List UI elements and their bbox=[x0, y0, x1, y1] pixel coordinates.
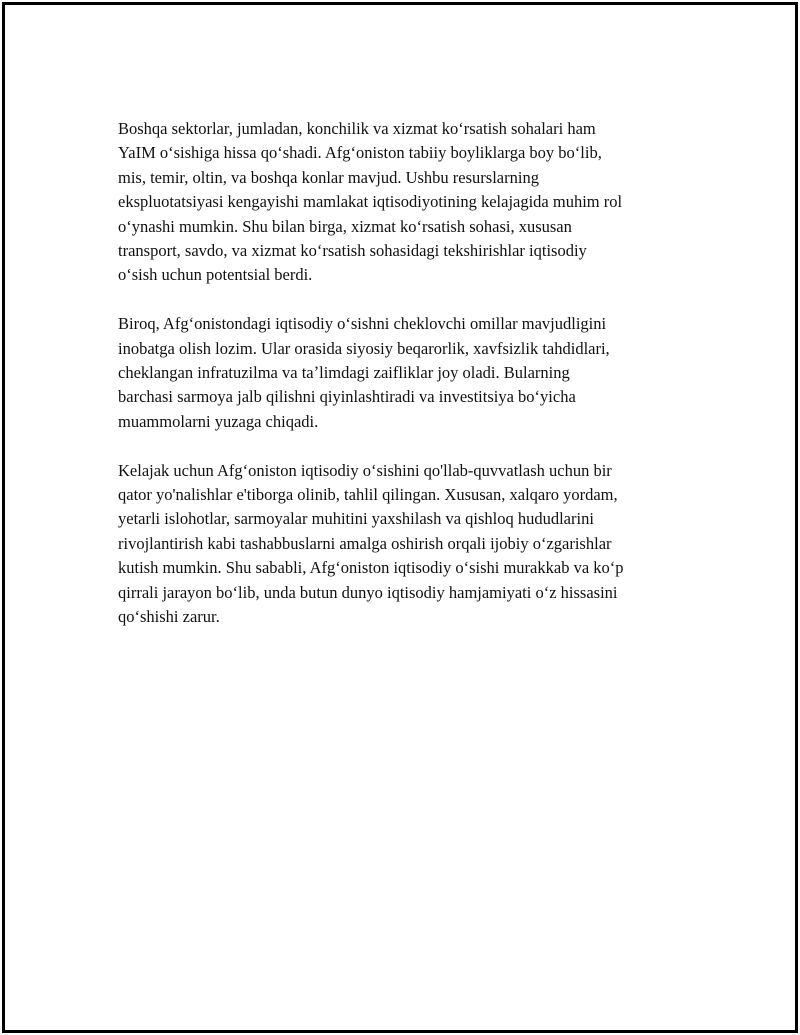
text-line: qator yo'nalishlar e'tiborga olinib, tahlil qilingan. Xususan, xalqaro yordam, bbox=[118, 485, 618, 505]
text-line: muammolarni yuzaga chiqadi. bbox=[118, 411, 319, 431]
text-line: transport, savdo, va xizmat koʻrsatish sohasidagi tekshirishlar iqtisodiy bbox=[118, 241, 587, 261]
text-line: barchasi sarmoya jalb qilishni qiyinlashtiradi va investitsiya boʻyicha bbox=[118, 387, 576, 407]
text-line: oʻsish uchun potentsial berdi. bbox=[118, 265, 313, 285]
text-line: Boshqa sektorlar, jumladan, konchilik va xizmat koʻrsatish sohalari ham bbox=[118, 119, 596, 138]
text-line: kutish mumkin. Shu sababli, Afgʻoniston iqtisodiy oʻsishi murakkab va koʻp bbox=[118, 558, 624, 578]
text-line: inobatga olish lozim. Ular orasida siyosiy beqarorlik, xavfsizlik tahdidlari, bbox=[118, 338, 610, 358]
text-line: rivojlantirish kabi tashabbuslarni amalga oshirish orqali ijobiy oʻzgarishlar bbox=[118, 533, 612, 553]
paragraph-1 bbox=[118, 117, 698, 288]
text-line: oʻynashi mumkin. Shu bilan birga, xizmat koʻrsatish sohasi, xususan bbox=[118, 216, 572, 236]
text-line: cheklangan infratuzilma va taʼlimdagi zaifliklar joy oladi. Bularning bbox=[118, 363, 570, 383]
text-line: ekspluotatsiyasi kengayishi mamlakat iqtisodiyotining kelajagida muhim rol bbox=[118, 192, 623, 212]
text-line: YaIM oʻsishiga hissa qoʻshadi. Afgʻoniston tabiiy boyliklarga boy boʻlib, bbox=[118, 143, 602, 163]
document-body bbox=[118, 117, 698, 654]
text-line: yetarli islohotlar, sarmoyalar muhitini yaxshilash va qishloq hududlarini bbox=[118, 509, 594, 529]
text-line: Kelajak uchun Afgʻoniston iqtisodiy oʻsishini qo'llab-quvvatlash uchun bir bbox=[118, 460, 612, 480]
text-line: mis, temir, oltin, va boshqa konlar mavjud. Ushbu resurslarning bbox=[118, 167, 539, 187]
text-line: qirrali jarayon boʻlib, unda butun dunyo iqtisodiy hamjamiyati oʻz hissasini bbox=[118, 582, 618, 602]
text-line: Biroq, Afgʻonistondagi iqtisodiy oʻsishni cheklovchi omillar mavjudligini bbox=[118, 314, 607, 334]
paragraph-2 bbox=[118, 312, 698, 434]
paragraph-3 bbox=[118, 459, 698, 630]
text-line: qoʻshishi zarur. bbox=[118, 607, 220, 627]
